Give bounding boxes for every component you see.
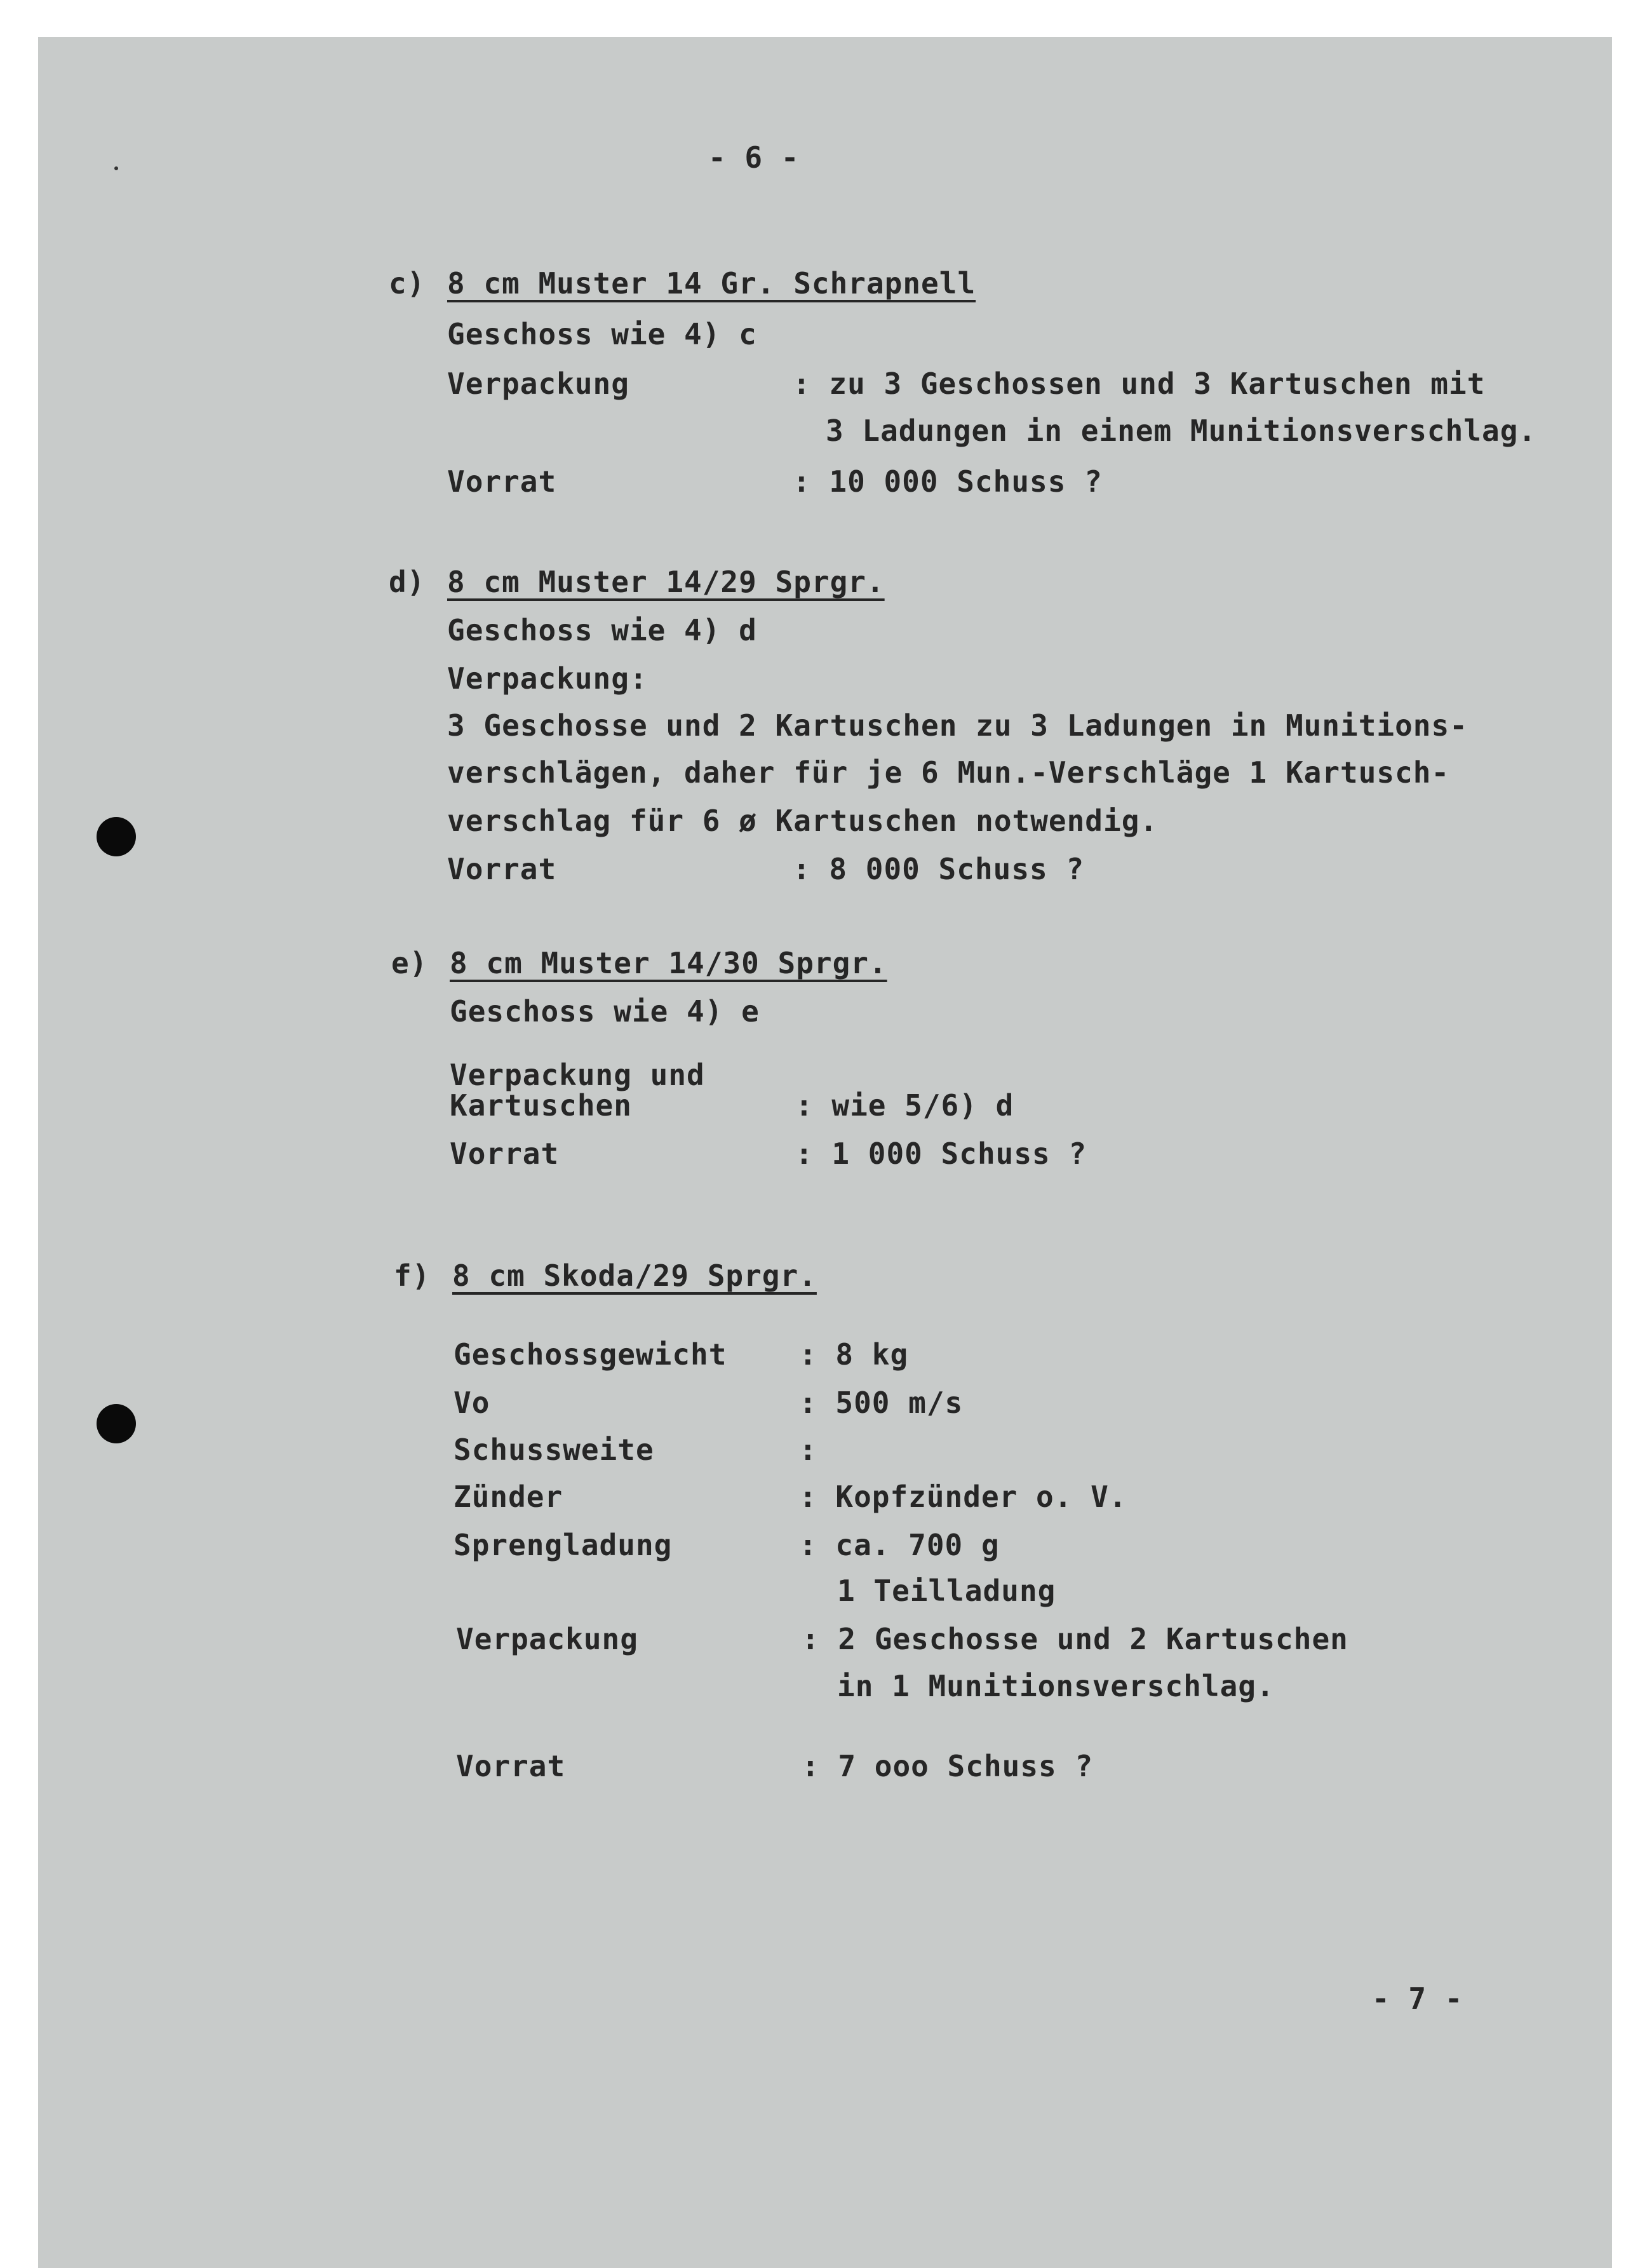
section-f-key: Geschossgewicht	[454, 1337, 727, 1372]
section-c-key: Verpackung	[447, 367, 629, 401]
section-c-label: c)	[389, 266, 426, 300]
section-d-line: 3 Geschosse und 2 Kartuschen zu 3 Ladungen in Munitions-	[447, 708, 1468, 743]
section-c-value: : 10 000 Schuss ?	[793, 464, 1103, 499]
section-f-key: Zünder	[454, 1480, 563, 1514]
paper-speck	[114, 166, 118, 170]
section-d-line: Geschoss wie 4) d	[447, 613, 757, 647]
section-f-value: in 1 Munitionsverschlag.	[837, 1669, 1275, 1703]
section-d-label: d)	[389, 565, 426, 599]
section-f-value: : 7 ooo Schuss ?	[802, 1749, 1094, 1783]
punch-hole-top	[97, 817, 136, 856]
punch-hole-bottom	[97, 1404, 136, 1443]
section-f-value: 1 Teilladung	[837, 1574, 1056, 1608]
section-d-line: verschlägen, daher für je 6 Mun.-Verschläge 1 Kartusch-	[447, 755, 1450, 790]
section-f-key: Verpackung	[456, 1622, 638, 1656]
section-d-title: 8 cm Muster 14/29 Sprgr.	[447, 565, 885, 599]
section-c-title: 8 cm Muster 14 Gr. Schrapnell	[447, 266, 976, 300]
section-f-key: Vo	[454, 1386, 490, 1420]
section-f-value: : 8 kg	[799, 1337, 909, 1372]
section-c-value: : zu 3 Geschossen und 3 Kartuschen mit	[793, 367, 1486, 401]
section-f-value: : 500 m/s	[799, 1386, 964, 1420]
section-e-title: 8 cm Muster 14/30 Sprgr.	[450, 946, 887, 980]
section-f-key: Vorrat	[456, 1749, 566, 1783]
section-e-value: : 1 000 Schuss ?	[795, 1137, 1087, 1171]
section-f-value: : 2 Geschosse und 2 Kartuschen	[802, 1622, 1348, 1656]
section-c-key: Vorrat	[447, 464, 557, 499]
section-e-value: : wie 5/6) d	[795, 1088, 1014, 1123]
section-d-key: Vorrat	[447, 852, 557, 886]
section-f-value: : ca. 700 g	[799, 1528, 1000, 1562]
next-page-marker: - 7 -	[1372, 1981, 1463, 2016]
section-d-line: verschlag für 6 ø Kartuschen notwendig.	[447, 804, 1159, 838]
section-d-value: : 8 000 Schuss ?	[793, 852, 1085, 886]
section-f-label: f)	[394, 1259, 431, 1293]
page-number: - 6 -	[708, 140, 800, 175]
section-f-key: Schussweite	[454, 1433, 654, 1467]
section-f-key: Sprengladung	[454, 1528, 673, 1562]
section-d-line: Verpackung:	[447, 661, 648, 696]
section-f-title: 8 cm Skoda/29 Sprgr.	[452, 1259, 817, 1293]
section-f-value: :	[799, 1433, 817, 1467]
section-c-line: Geschoss wie 4) c	[447, 317, 757, 351]
section-f-value: : Kopfzünder o. V.	[799, 1480, 1127, 1514]
section-e-label: e)	[391, 946, 428, 980]
section-e-key: Vorrat	[450, 1137, 560, 1171]
section-e-line: Geschoss wie 4) e	[450, 994, 760, 1029]
section-c-value: 3 Ladungen in einem Munitionsverschlag.	[826, 414, 1537, 448]
section-e-key: Verpackung und	[450, 1058, 705, 1092]
section-e-key: Kartuschen	[450, 1088, 632, 1123]
